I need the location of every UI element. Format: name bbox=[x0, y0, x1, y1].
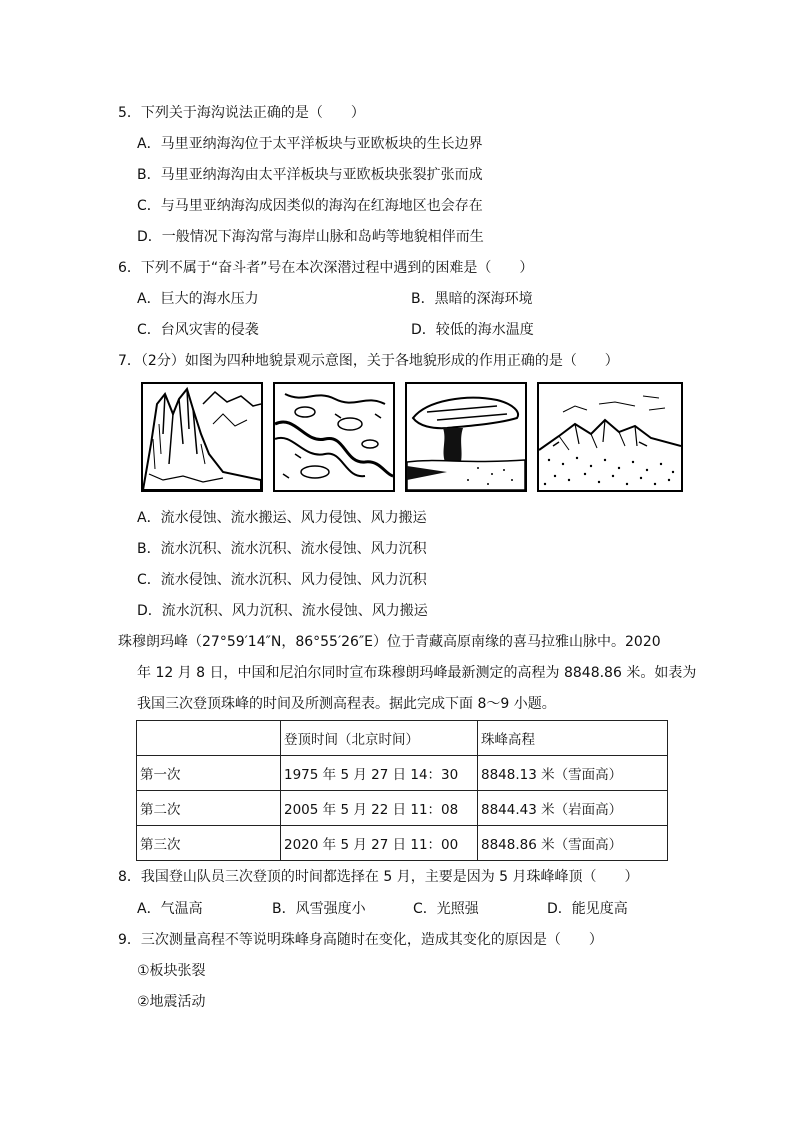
table-row bbox=[137, 791, 668, 826]
q7-option-b: B．流水沉积、流水沉积、流水侵蚀、风力沉积 bbox=[137, 541, 427, 557]
q5-option-a: A．马里亚纳海沟位于太平洋板块与亚欧板块的生长边界 bbox=[137, 136, 483, 152]
q7-option-a: A．流水侵蚀、流水搬运、风力侵蚀、风力搬运 bbox=[137, 510, 427, 526]
q5-option-b: B．马里亚纳海沟由太平洋板块与亚欧板块张裂扩张而成 bbox=[137, 167, 483, 183]
table-cell: 8848.13 米（雪面高） bbox=[478, 756, 668, 791]
landform-figure-2 bbox=[273, 382, 395, 492]
q7-stem: 7．（2分）如图为四种地貌景观示意图，关于各地貌形成的作用正确的是（ ） bbox=[118, 353, 619, 369]
table-header-row bbox=[137, 721, 668, 756]
table-row bbox=[137, 756, 668, 791]
q7-option-d: D．流水沉积、风力沉积、流水侵蚀、风力搬运 bbox=[137, 603, 428, 619]
landform-figure-4 bbox=[537, 382, 683, 492]
q9-stem: 9．三次测量高程不等说明珠峰身高随时在变化，造成其变化的原因是（ ） bbox=[118, 932, 603, 948]
q8-stem: 8．我国登山队员三次登顶的时间都选择在 5 月，主要是因为 5 月珠峰峰顶（ ） bbox=[118, 869, 639, 885]
q6-option-b: B．黑暗的深海环境 bbox=[411, 291, 533, 307]
q8-option-d: D．能见度高 bbox=[547, 901, 628, 917]
q7-option-c: C．流水侵蚀、流水沉积、风力侵蚀、风力沉积 bbox=[137, 572, 427, 588]
q9-item-2: ②地震活动 bbox=[137, 994, 206, 1010]
table-cell: 2005 年 5 月 22 日 11：08 bbox=[281, 791, 478, 826]
landform-figure-3 bbox=[405, 382, 527, 492]
table-cell: 第一次 bbox=[137, 756, 281, 791]
table-cell: 2020 年 5 月 27 日 11：00 bbox=[281, 826, 478, 861]
table-cell: 8844.43 米（岩面高） bbox=[478, 791, 668, 826]
q8-option-b: B．风雪强度小 bbox=[272, 901, 366, 917]
passage-line-1: 珠穆朗玛峰（27°59′14″N，86°55′26″E）位于青藏高原南缘的喜马拉雅山脉中。2020 bbox=[118, 634, 661, 650]
q8-option-c: C．光照强 bbox=[413, 901, 479, 917]
q8-option-a: A．气温高 bbox=[137, 901, 203, 917]
table-header-cell: 登顶时间（北京时间） bbox=[281, 721, 478, 756]
q5-option-d: D．一般情况下海沟常与海岸山脉和岛屿等地貌相伴而生 bbox=[137, 229, 484, 245]
passage-line-2: 年 12 月 8 日，中国和尼泊尔同时宣布珠穆朗玛峰最新测定的高程为 8848.86 米。如表为 bbox=[137, 665, 697, 681]
q9-item-1: ①板块张裂 bbox=[137, 963, 206, 979]
q5-stem: 5．下列关于海沟说法正确的是（ ） bbox=[118, 105, 365, 121]
landform-figures bbox=[141, 382, 683, 494]
q6-option-c: C．台风灾害的侵袭 bbox=[137, 322, 259, 338]
q5-option-c: C．与马里亚纳海沟成因类似的海沟在红海地区也会存在 bbox=[137, 198, 483, 214]
table-header-cell: 珠峰高程 bbox=[478, 721, 668, 756]
table-cell: 8848.86 米（雪面高） bbox=[478, 826, 668, 861]
q6-option-d: D．较低的海水温度 bbox=[411, 322, 534, 338]
passage-line-3: 我国三次登顶珠峰的时间及所测高程表。据此完成下面 8～9 小题。 bbox=[137, 696, 556, 712]
landform-figure-1 bbox=[141, 382, 263, 492]
table-cell: 1975 年 5 月 27 日 14：30 bbox=[281, 756, 478, 791]
q6-option-a: A．巨大的海水压力 bbox=[137, 291, 259, 307]
q6-stem: 6．下列不属于“奋斗者”号在本次深潜过程中遇到的困难是（ ） bbox=[118, 260, 534, 276]
table-cell: 第三次 bbox=[137, 826, 281, 861]
everest-height-table bbox=[136, 720, 668, 861]
table-row bbox=[137, 826, 668, 861]
table-header-cell bbox=[137, 721, 281, 756]
table-cell: 第二次 bbox=[137, 791, 281, 826]
